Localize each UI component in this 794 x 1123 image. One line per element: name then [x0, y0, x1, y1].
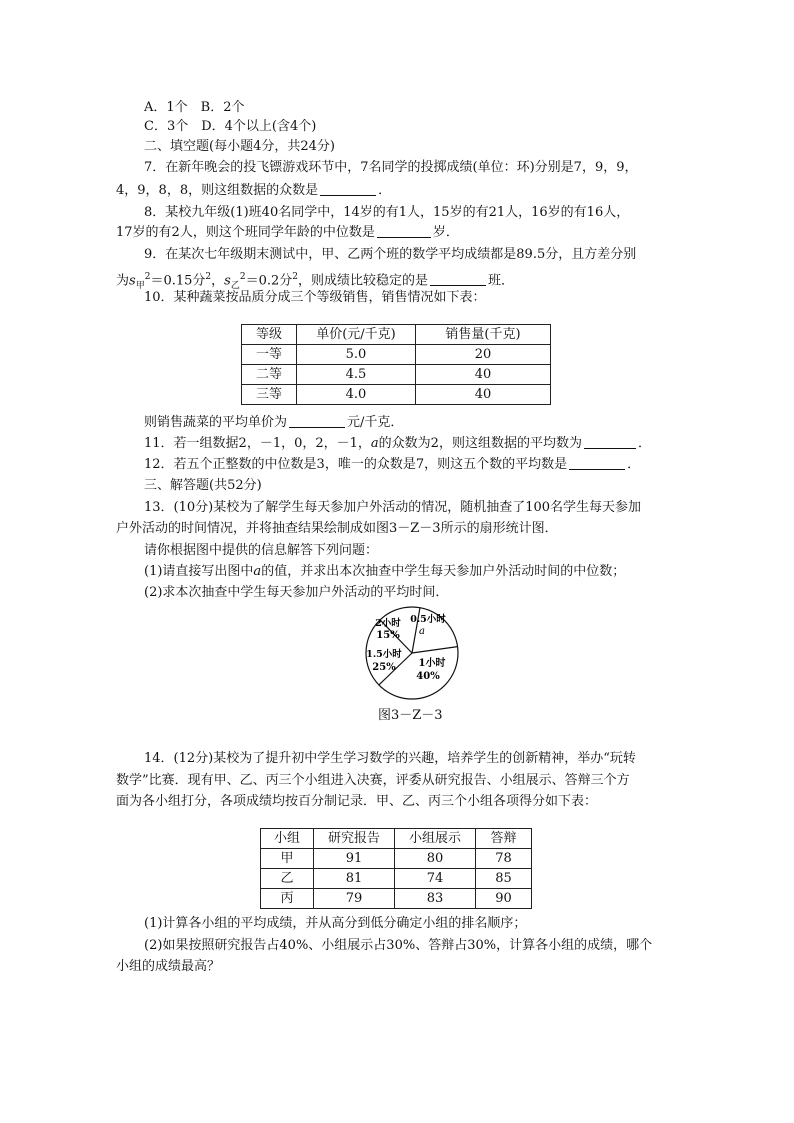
q7-line1: 7．在新年晚会的投飞镖游戏环节中，7名同学的投掷成绩(单位：环)分别是7，9，9， [144, 160, 638, 175]
q11-var: a [370, 436, 379, 451]
q13-part2: (2)求本次抽查中学生每天参加户外活动的平均时间． [144, 585, 449, 600]
table-row [261, 849, 532, 869]
q9-sq3: 2 [239, 272, 246, 282]
table-row [261, 869, 532, 889]
header-cell: 研究报告 [314, 829, 395, 849]
pie-label-2h: 2小时 [375, 618, 401, 629]
q14-line3: 面为各小组打分，各项成绩均按百分制记录．甲、乙、丙三个小组各项得分如下表： [116, 794, 598, 809]
q10-after-text: 则销售蔬菜的平均单价为 [144, 415, 288, 430]
table-row [242, 365, 551, 385]
q13-var: a [253, 564, 262, 579]
q8-answer-blank[interactable] [377, 223, 431, 238]
header-cell: 销售量(千克) [416, 325, 551, 345]
q7-answer-blank[interactable] [320, 181, 376, 196]
table-header-row [261, 829, 532, 849]
q9-eq2: ＝0.2分 [245, 273, 293, 289]
q6-options-ab: A．1个 B．2个 [144, 100, 245, 115]
table-cell: 40 [416, 365, 551, 385]
q12-line [144, 455, 640, 475]
header-cell: 单价(元/千克) [297, 325, 416, 345]
q14-part2b: 小组的成绩最高？ [116, 959, 221, 974]
q9-prefix: 为 [116, 273, 130, 289]
q9-sq2: 2 [205, 272, 212, 282]
pie-value-1-5h: 25% [372, 662, 396, 673]
q11-end: ． [637, 436, 651, 451]
table-cell: 三等 [242, 385, 297, 405]
q9-sq4: 2 [292, 272, 298, 282]
q12-answer-blank[interactable] [569, 455, 625, 470]
q9-eq1: ＝0.15分 [150, 273, 206, 289]
table-cell: 74 [395, 869, 476, 889]
pie-label-1h: 1小时 [418, 658, 446, 669]
q9-sep: ， [211, 273, 225, 289]
q9-sq1: 2 [144, 272, 151, 282]
q10-answer-blank[interactable] [289, 413, 345, 428]
table-cell: 80 [395, 849, 476, 869]
figure-caption: 图3－Z－3 [378, 708, 443, 723]
section2-title: 二、填空题(每小题4分，共24分) [144, 139, 335, 154]
q7-end: ． [378, 183, 392, 198]
q10-table [241, 324, 551, 405]
q9-end: 班． [488, 273, 515, 289]
pie-value-0-5h: a [419, 626, 425, 637]
q12-end: ． [627, 457, 641, 472]
q13-part1a: (1)请直接写出图中 [144, 564, 254, 579]
q10-after-end: 元/千克． [347, 415, 404, 430]
table-cell: 乙 [261, 869, 314, 889]
pie-label-1-5h: 1.5小时 [366, 649, 402, 660]
q7-line2 [116, 181, 391, 201]
table-cell: 78 [476, 849, 532, 869]
q9-jia: 甲 [135, 280, 145, 291]
q11-text: 11．若一组数据2，－1，0，2，－1， [144, 436, 371, 451]
table-cell: 40 [416, 385, 551, 405]
q9-s-jia: s [129, 273, 136, 289]
table-cell: 91 [314, 849, 395, 869]
pie-value-1h: 40% [416, 671, 440, 682]
q8-text: 17岁的有2人，则这个班同学年龄的中位数是 [116, 225, 375, 240]
table-cell: 83 [395, 889, 476, 909]
table-cell: 一等 [242, 345, 297, 365]
q14-line2: 数学”比赛．现有甲、乙、丙三个小组进入决赛，评委从研究报告、小组展示、答辩三个方 [116, 773, 630, 788]
q9-tail: ，则成绩比较稳定的是 [297, 273, 428, 289]
header-cell: 等级 [242, 325, 297, 345]
table-cell: 5.0 [297, 345, 416, 365]
table-cell: 二等 [242, 365, 297, 385]
table-cell: 81 [314, 869, 395, 889]
q9-s-yi: s [224, 273, 231, 289]
q8-line2 [116, 223, 459, 243]
q14-table [260, 828, 532, 909]
table-row [261, 889, 532, 909]
q10-after [144, 413, 403, 433]
table-row [242, 345, 551, 365]
table-cell: 90 [476, 889, 532, 909]
q10-text: 10．某种蔬菜按品质分成三个等级销售，销售情况如下表： [144, 290, 486, 305]
table-cell: 79 [314, 889, 395, 909]
q13-line3: 请你根据图中提供的信息解答下列问题： [144, 543, 379, 558]
q14-line1: 14．(12分)某校为了提升初中学生学习数学的兴趣，培养学生的创新精神，举办“玩转 [144, 751, 636, 766]
header-cell: 小组 [261, 829, 314, 849]
q13-line2: 户外活动的时间情况，并将抽查结果绘制成如图3－Z－3所示的扇形统计图． [116, 521, 558, 536]
q8-end: 岁． [432, 225, 459, 240]
table-cell: 20 [416, 345, 551, 365]
table-cell: 甲 [261, 849, 314, 869]
q14-part1: (1)计算各小组的平均成绩，并从高分到低分确定小组的排名顺序； [144, 916, 527, 931]
q6-options-cd: C．3个 D．4个以上(含4个) [144, 119, 317, 134]
q9-line1: 9．在某次七年级期末测试中，甲、乙两个班的数学平均成绩都是89.5分，且方差分别 [144, 247, 637, 262]
q14-part2a: (2)如果按照研究报告占40%、小组展示占30%、答辩占30%，计算各小组的成绩，哪个 [144, 938, 653, 953]
table-cell: 丙 [261, 889, 314, 909]
q12-text: 12．若五个正整数的中位数是3，唯一的众数是7，则这五个数的平均数是 [144, 457, 568, 472]
table-cell: 4.0 [297, 385, 416, 405]
table-cell: 4.5 [297, 365, 416, 385]
q9-yi: 乙 [230, 280, 240, 291]
q11-answer-blank[interactable] [584, 434, 636, 449]
q13-line1: 13．(10分)某校为了解学生每天参加户外活动的情况，随机抽查了100名学生每天参加 [144, 500, 642, 515]
pie-label-0-5h: 0.5小时 [410, 614, 446, 625]
header-cell: 小组展示 [395, 829, 476, 849]
table-cell: 85 [476, 869, 532, 889]
q13-part1 [144, 562, 625, 582]
q13-part1b: 的值，并求出本次抽查中学生每天参加户外活动时间的中位数； [261, 564, 626, 579]
q9-answer-blank[interactable] [430, 271, 486, 286]
q7-text: 4，9，8，8，则这组数据的众数是 [116, 183, 319, 198]
pie-chart [364, 605, 460, 701]
table-header-row [242, 325, 551, 345]
table-row [242, 385, 551, 405]
header-cell: 答辩 [476, 829, 532, 849]
section3-title: 三、解答题(共52分) [144, 478, 262, 493]
q8-line1: 8．某校九年级(1)班40名同学中，14岁的有1人，15岁的有21人，16岁的有16人， [144, 205, 630, 220]
pie-value-2h: 15% [376, 630, 400, 641]
q11-line [144, 434, 651, 454]
q11-text2: 的众数为2，则这组数据的平均数为 [378, 436, 582, 451]
